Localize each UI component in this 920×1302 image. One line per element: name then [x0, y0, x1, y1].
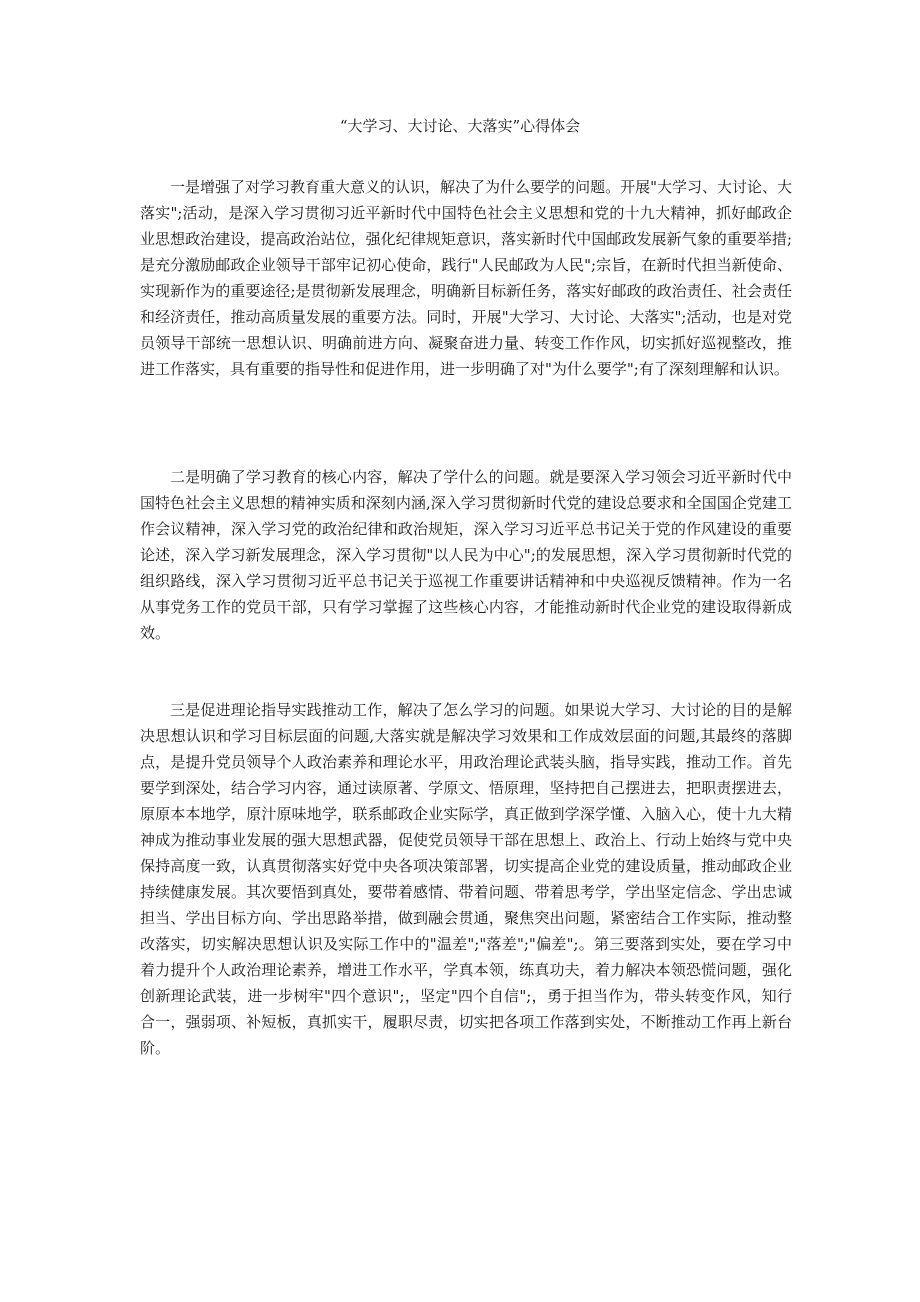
paragraph-2: 二是明确了学习教育的核心内容，解决了学什么的问题。就是要深入学习领会习近平新时代中国特色社会主义思想的精神实质和深刻内涵,深入学习贯彻新时代党的建设总要求和全国国企党建工作会议精神，深入学习党的政治纪律和政治规矩，深入学习习近平总书记关于党的作风建设的重要论述，深入学习新发展理念，深入学习贯彻"以人民为中心";的发展思想，深入学习贯彻新时代党的组织路线，深入学习贯彻习近平总书记关于巡视工作重要讲话精神和中央巡视反馈精神。作为一名从事党务工作的党员干部，只有学习掌握了这些核心内容，才能推动新时代企业党的建设取得新成效。 [140, 468, 792, 642]
paragraph-1: 一是增强了对学习教育重大意义的认识，解决了为什么要学的问题。开展"大学习、大讨论、大落实";活动，是深入学习贯彻习近平新时代中国特色社会主义思想和党的十九大精神，抓好邮政企业思想政治建设，提高政治站位，强化纪律规矩意识，落实新时代中国邮政发展新气象的重要举措;是充分激励邮政企业领导干部牢记初心使命，践行"人民邮政为人民";宗旨，在新时代担当新使命、实现新作为的重要途径;是贯彻新发展理念，明确新目标新任务，落实好邮政的政治责任、社会责任和经济责任，推动高质量发展的重要方法。同时，开展"大学习、大讨论、大落实";活动，也是对党员领导干部统一思想认识、明确前进方向、凝聚奋进力量、转变工作作风，切实抓好巡视整改，推进工作落实，具有重要的指导性和促进作用，进一步明确了对"为什么要学";有了深刻理解和认识。 [140, 178, 792, 378]
document-title: “大学习、大讨论、大落实”心得体会 [339, 117, 581, 135]
paragraph-3: 三是促进理论指导实践推动工作，解决了怎么学习的问题。如果说大学习、大讨论的目的是解决思想认识和学习目标层面的问题,大落实就是解决学习效果和工作成效层面的问题,其最终的落脚点，是提升党员领导个人政治素养和理论水平，用政治理论武装头脑，指导实践，推动工作。首先要学到深处，结合学习内容，通过读原著、学原文、悟原理，坚持把自己摆进去，把职责摆进去，原原本本地学，原汁原味地学，联系邮政企业实际学，真正做到学深学懂、入脑入心，使十九大精神成为推动事业发展的强大思想武器，促使党员领导干部在思想上、政治上、行动上始终与党中央保持高度一致，认真贯彻落实好党中央各项决策部署，切实提高企业党的建设质量，推动邮政企业持续健康发展。其次要悟到真处，要带着感情、带着问题、带着思考学，学出坚定信念、学出忠诚担当、学出目标方向、学出思路举措，做到融会贯通，聚焦突出问题，紧密结合工作实际，推动整改落实，切实解决思想认识及实际工作中的"温差";"落差";"偏差";。第三要落到实处，要在学习中着力提升个人政治理论素养，增进工作水平，学真本领，练真功夫，着力解决本领恐慌问题，强化创新理论武装，进一步树牢"四个意识";，坚定"四个自信";，勇于担当作为，带头转变作风，知行合一，强弱项、补短板，真抓实干，履职尽责，切实把各项工作落到实处，不断推动工作再上新台阶。 [140, 701, 792, 1057]
